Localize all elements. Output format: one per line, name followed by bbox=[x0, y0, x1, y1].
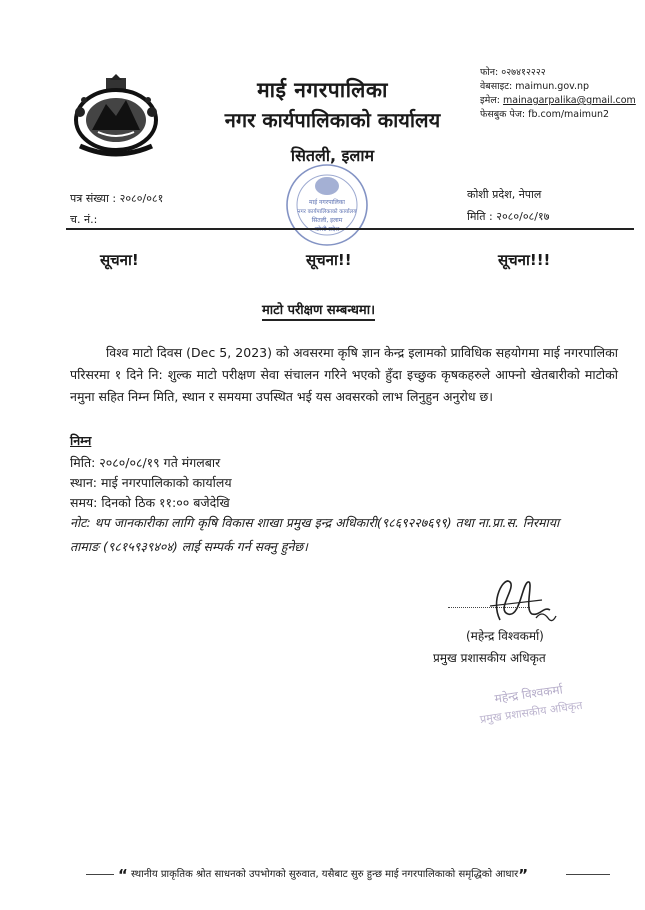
contact-website[interactable]: वेबसाइट: maimun.gov.np bbox=[480, 81, 590, 92]
name-stamp bbox=[460, 682, 600, 726]
header-divider bbox=[66, 228, 634, 230]
event-date: मिति: २०८०/०८/१९ गते मंगलबार bbox=[70, 455, 221, 470]
contact-phone: फोन: ०२७४१२२२२ bbox=[480, 67, 546, 78]
handwritten-signature bbox=[470, 570, 560, 630]
note-line-1: नोट: थप जानकारीका लागि कृषि विकास शाखा प्रमुख इन्द्र अधिकारी(९८६९२२७६९९) तथा ना.प्रा.स. निरमाया bbox=[70, 515, 560, 530]
name-stamp-line2: प्रमुख प्रशासकीय अधिकृत bbox=[479, 698, 584, 726]
office-location: सितली, इलाम bbox=[290, 146, 375, 165]
notice-body: विश्व माटो दिवस (Dec 5, 2023) को अवसरमा कृषि ज्ञान केन्द्र इलामको प्राविधिक सहयोगमा माई नगरपालिका परिसरमा १ दिने नि: शुल्क माटो परीक्षण सेवा संचालन गरिने भएको हुँदा इच्छुक कृषकहरुले आफ्नो खेतबारीको माटोको नमुना सहित निम्न मिति, स्थान र समयमा उपस्थित भई यस अवसरको लाभ लिनुहुन अनुरोध छ। bbox=[70, 345, 618, 404]
seal-text-line2: नगर कार्यपालिकाको कार्यालय bbox=[297, 209, 357, 215]
seal-text-line1: माई नगरपालिका bbox=[309, 199, 345, 206]
seal-text-line3: सितली, इलाम bbox=[311, 217, 343, 224]
signatory-designation: प्रमुख प्रशासकीय अधिकृत bbox=[433, 651, 546, 665]
footer-rule-right bbox=[566, 874, 610, 875]
footer-motto: स्थानीय प्राकृतिक श्रोत साधनको उपभोगको सुरुवात, यसैबाट सुरु हुन्छ माई नगरपालिकाको समृद्धिको आधार bbox=[131, 869, 519, 880]
reference-number: पत्र संख्या : २०८०/०८१ bbox=[70, 192, 164, 205]
event-time: समय: दिनको ठिक ११:०० बजेदेखि bbox=[70, 495, 230, 510]
notice-heading-1: सूचना! bbox=[100, 251, 139, 269]
letter-date: मिति : २०८०/०८/१७ bbox=[467, 210, 550, 223]
notice-heading-2: सूचना!! bbox=[306, 251, 352, 269]
details-label: निम्न bbox=[70, 433, 92, 448]
note-line-2: तामाङ (९८१५९३९४०४) लाई सम्पर्क गर्न सक्नु हुनेछ। bbox=[70, 539, 308, 554]
notice-heading-3: सूचना!!! bbox=[498, 251, 551, 269]
contact-email-link[interactable]: mainagarpalika@gmail.com bbox=[503, 95, 636, 106]
contact-email-label: इमेल: bbox=[480, 95, 504, 106]
signatory-name: (महेन्द्र विश्वकर्मा) bbox=[466, 629, 544, 643]
name-stamp-line1: महेन्द्र विश्वकर्मा bbox=[493, 682, 564, 706]
province-label: कोशी प्रदेश, नेपाल bbox=[467, 188, 542, 201]
dispatch-number: च. नं.: bbox=[70, 213, 98, 226]
contact-email-row bbox=[480, 94, 636, 108]
footer-motto-block bbox=[118, 866, 528, 884]
office-name: नगर कार्यपालिकाको कार्यालय bbox=[224, 108, 441, 132]
footer-open-quote: “ bbox=[118, 866, 128, 884]
contact-facebook[interactable]: फेसबुक पेज: fb.com/maimun2 bbox=[480, 109, 610, 120]
contact-block bbox=[480, 66, 636, 122]
org-name: माई नगरपालिका bbox=[257, 78, 388, 102]
office-seal-stamp bbox=[282, 160, 372, 250]
subject-line: माटो परीक्षण सम्बन्धमा। bbox=[262, 300, 375, 321]
footer-close-quote: ” bbox=[518, 866, 529, 884]
footer-rule-left bbox=[86, 874, 114, 875]
event-place: स्थान: माई नगरपालिकाको कार्यालय bbox=[70, 475, 232, 490]
